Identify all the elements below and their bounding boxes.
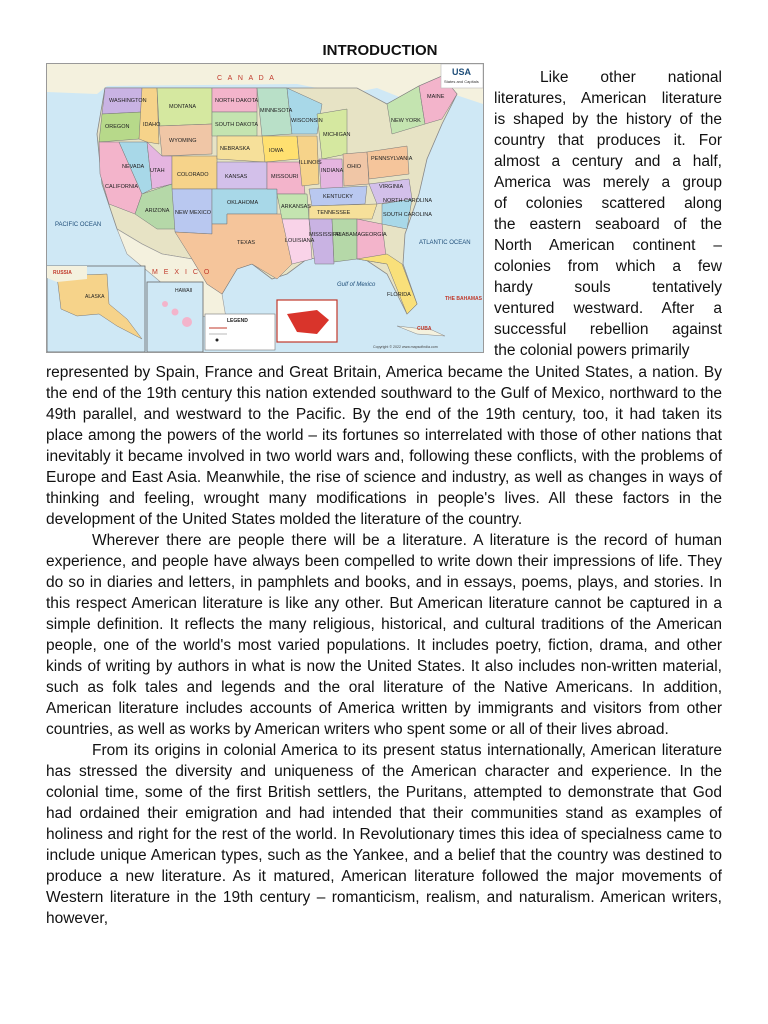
paragraph-3: From its origins in colonial America to its present status internationally, American literature has stressed the diversity and uniqueness of the American character and experience. In the colonial time, some of the first British settlers, the Puritans, attempted to demonstrate that God had ordained their emigration and had intended that their communities stand as examples of holiness and right for the rest of the world. In Revolutionary times this idea of specialness came to include unique American types, such as the Yankee, and a belief that the country was destined to produce a new literature. As it matured, American literature followed the major movements of Western literature in the 19th century – romanticism, realism, and naturalism. American writers, however, — [46, 742, 722, 927]
text-line: America was merely a group — [494, 174, 722, 191]
map-state-washington: WASHINGTON — [109, 98, 147, 104]
map-state-california: CALIFORNIA — [105, 184, 139, 190]
body-text — [46, 362, 722, 929]
text-line: Like other national — [540, 69, 722, 86]
map-state-ohio: OHIO — [347, 164, 362, 170]
map-label-atlantic: ATLANTIC OCEAN — [419, 240, 471, 246]
map-label-pacific: PACIFIC OCEAN — [55, 222, 102, 228]
text-line: country that produces it. For — [494, 132, 722, 149]
map-state-tennessee: TENNESSEE — [317, 210, 351, 216]
map-state-michigan: MICHIGAN — [323, 132, 351, 138]
map-state-wyoming: WYOMING — [169, 138, 197, 144]
map-title: USA — [452, 67, 472, 77]
map-label-alaska: ALASKA — [85, 294, 105, 300]
map-state-idaho: IDAHO — [143, 122, 161, 128]
paragraph-2: Wherever there are people there will be a literature. A literature is the record of human experience, and people have always been compelled to write down their impressions of life. They do so in diaries and letters, in pamphlets and books, and in essays, poems, plays, and stories. In this respect American literature is like any other. But American literature cannot be captured in a simple definition. It reflects the many religious, historical, and cultural traditions of the American people, one of the world's most varied populations. It includes poetry, fiction, drama, and other kinds of writing by authors in what is now the United States. It also includes non-written material, such as folk tales and legends and the oral literature of the Native Americans. In addition, American literature includes accounts of America written by immigrants and visitors from other countries, as well as works by American writers who spent some or all of their lives abroad. — [46, 532, 722, 738]
map-state-north-dakota: NORTH DAKOTA — [215, 98, 259, 104]
map-state-arkansas: ARKANSAS — [281, 204, 311, 210]
map-state-wisconsin: WISCONSIN — [291, 118, 323, 124]
wrapped-intro-text — [494, 67, 722, 361]
map-state-new-york: NEW YORK — [391, 118, 421, 124]
map-state-mississippi: MISSISSIPPI — [309, 232, 342, 238]
map-state-illinois: ILLINOIS — [299, 160, 322, 166]
text-line: literatures, American literature — [494, 90, 722, 107]
map-state-indiana: INDIANA — [321, 168, 344, 174]
map-state-new-mexico: NEW MEXICO — [175, 210, 212, 216]
map-state-maine: MAINE — [427, 94, 445, 100]
map-state-montana: MONTANA — [169, 104, 197, 110]
map-state-colorado: COLORADO — [177, 172, 209, 178]
text-line: hardy souls tentatively — [494, 279, 722, 296]
map-label-mexico: M E X I C O — [152, 269, 212, 276]
map-state-south-carolina: SOUTH CAROLINA — [383, 212, 432, 218]
map-label-canada: C A N A D A — [217, 75, 276, 82]
map-subtitle: States and Capitals — [444, 79, 479, 84]
map-state-nebraska: NEBRASKA — [220, 146, 250, 152]
map-state-south-dakota: SOUTH DAKOTA — [215, 122, 258, 128]
map-state-arizona: ARIZONA — [145, 208, 170, 214]
map-label-bahamas: THE BAHAMAS — [445, 296, 482, 302]
map-copyright: Copyright © 2022 www.mapsofindia.com — [373, 345, 438, 349]
map-state-utah: UTAH — [150, 168, 165, 174]
map-state-iowa: IOWA — [269, 148, 284, 154]
map-label-gulf: Gulf of Mexico — [337, 282, 376, 288]
text-line: of colonies scattered along — [494, 195, 722, 212]
map-state-florida: FLORIDA — [387, 292, 411, 298]
text-line: the colonial powers primarily — [494, 342, 690, 359]
text-line: North American continent – — [494, 237, 722, 254]
text-line: colonies from which a few — [494, 258, 722, 275]
map-state-virginia: VIRGINIA — [379, 184, 404, 190]
text-line: is shaped by the history of the — [494, 111, 722, 128]
text-line: almost a century and a half, — [494, 153, 722, 170]
usa-states-map — [46, 63, 484, 353]
paragraph-1-continued: represented by Spain, France and Great Britain, America became the United States, a nation. By the end of the 19th century this nation extended southward to the Gulf of Mexico, northward to the 49th parallel, and westward to the Pacific. By the end of the 19th century, too, it had taken its place among the powers of the world – its fortunes so interrelated with those of other nations that inevitably it became involved in two world wars and, following these conflicts, with the problems of Europe and East Asia. Meanwhile, the rise of science and industry, as well as changes in ways of thinking and feeling, wrought many modifications in people's lives. All these factors in the development of the United States molded the literature of the country. — [46, 364, 722, 528]
map-state-missouri: MISSOURI — [271, 174, 299, 180]
map-legend-title: LEGEND — [227, 318, 248, 324]
map-state-kansas: KANSAS — [225, 174, 248, 180]
map-state-minnesota: MINNESOTA — [260, 108, 293, 114]
map-state-oregon: OREGON — [105, 124, 130, 130]
map-state-louisiana: LOUISIANA — [285, 238, 315, 244]
map-state-oklahoma: OKLAHOMA — [227, 200, 259, 206]
map-state-alabama: ALABAMA — [335, 232, 361, 238]
map-label-hawaii: HAWAII — [175, 288, 193, 294]
document-title: INTRODUCTION — [322, 42, 438, 59]
map-state-texas: TEXAS — [237, 240, 256, 246]
map-label-cuba: CUBA — [417, 326, 432, 332]
text-line: ventured westward. After a — [494, 300, 722, 317]
map-state-kentucky: KENTUCKY — [323, 194, 353, 200]
map-state-nevada: NEVADA — [122, 164, 145, 170]
map-state-georgia: GEORGIA — [361, 232, 387, 238]
text-line: the eastern seaboard of the — [494, 216, 722, 233]
map-state-north-carolina: NORTH CAROLINA — [383, 198, 433, 204]
text-line: successful rebellion against — [494, 321, 722, 338]
map-label-russia: RUSSIA — [53, 270, 72, 276]
map-state-pennsylvania: PENNSYLVANIA — [371, 156, 413, 162]
